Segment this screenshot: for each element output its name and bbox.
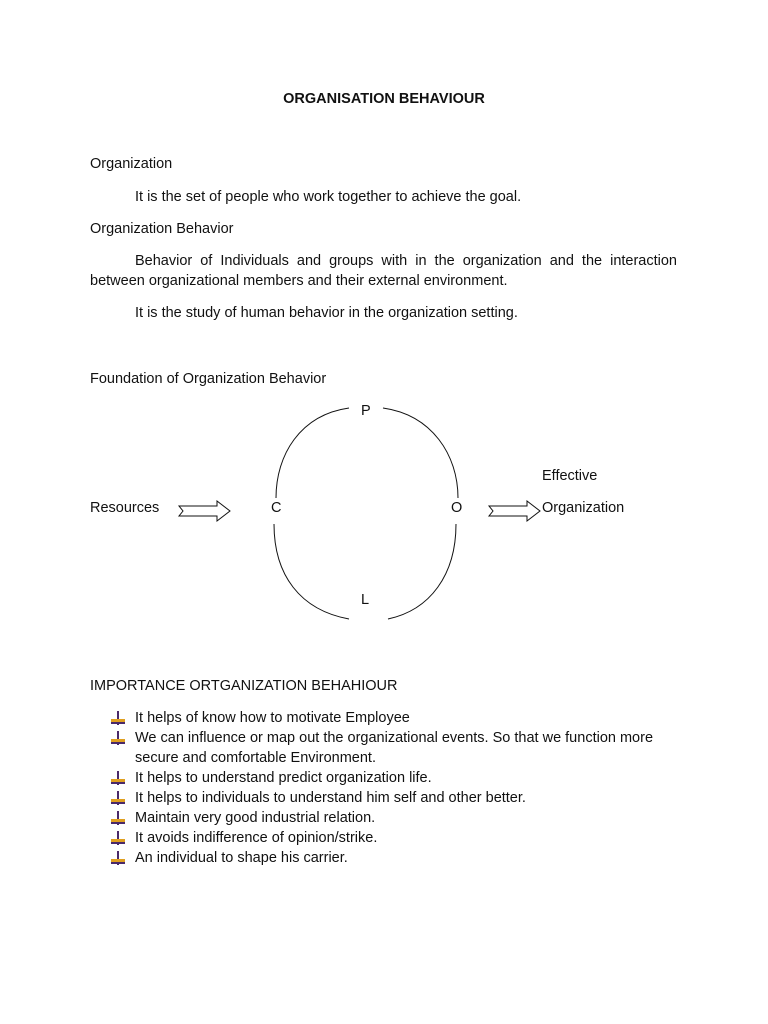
diagram-label-o: O [451, 500, 463, 516]
diagram-label-p: P [361, 403, 371, 419]
bullet-icon [110, 790, 126, 806]
arc-top-right [383, 408, 458, 498]
organization-definition: It is the set of people who work together to achieve the goal. [135, 189, 522, 205]
org-behavior-heading: Organization Behavior [90, 221, 234, 237]
list-item: It avoids indifference of opinion/strike. [110, 828, 690, 848]
org-behavior-study: It is the study of human behavior in the organization setting. [135, 305, 518, 321]
org-behavior-definition: Behavior of Individuals and groups with in the organization and the interaction between organizational members and their external environment. [90, 253, 677, 289]
importance-list [110, 708, 690, 868]
output-arrow [489, 501, 540, 521]
resources-arrow [179, 501, 230, 521]
resources-label: Resources [90, 500, 160, 516]
organization-heading: Organization [90, 156, 173, 172]
list-item: It helps of know how to motivate Employee [110, 708, 690, 728]
foundation-heading: Foundation of Organization Behavior [90, 371, 327, 387]
list-item: We can influence or map out the organizational events. So that we function more secure and comfortable Environment. [110, 728, 690, 768]
bullet-icon [110, 830, 126, 846]
bullet-icon [110, 810, 126, 826]
bullet-icon [110, 730, 126, 746]
bullet-icon [110, 770, 126, 786]
page-title: ORGANISATION BEHAVIOUR [283, 91, 485, 107]
diagram-label-c: C [271, 500, 282, 516]
bullet-icon [110, 710, 126, 726]
bullet-icon [110, 850, 126, 866]
list-item: It helps to understand predict organization life. [110, 768, 690, 788]
arc-bottom-left [274, 524, 349, 619]
diagram-label-l: L [361, 592, 370, 608]
list-item: It helps to individuals to understand him self and other better. [110, 788, 690, 808]
effective-label: Effective [542, 468, 598, 484]
importance-heading: IMPORTANCE ORTGANIZATION BEHAHIOUR [90, 678, 398, 694]
organization-label: Organization [542, 500, 625, 516]
arc-top-left [276, 408, 349, 498]
list-item: Maintain very good industrial relation. [110, 808, 690, 828]
arc-bottom-right [388, 524, 456, 619]
list-item: An individual to shape his carrier. [110, 848, 690, 868]
